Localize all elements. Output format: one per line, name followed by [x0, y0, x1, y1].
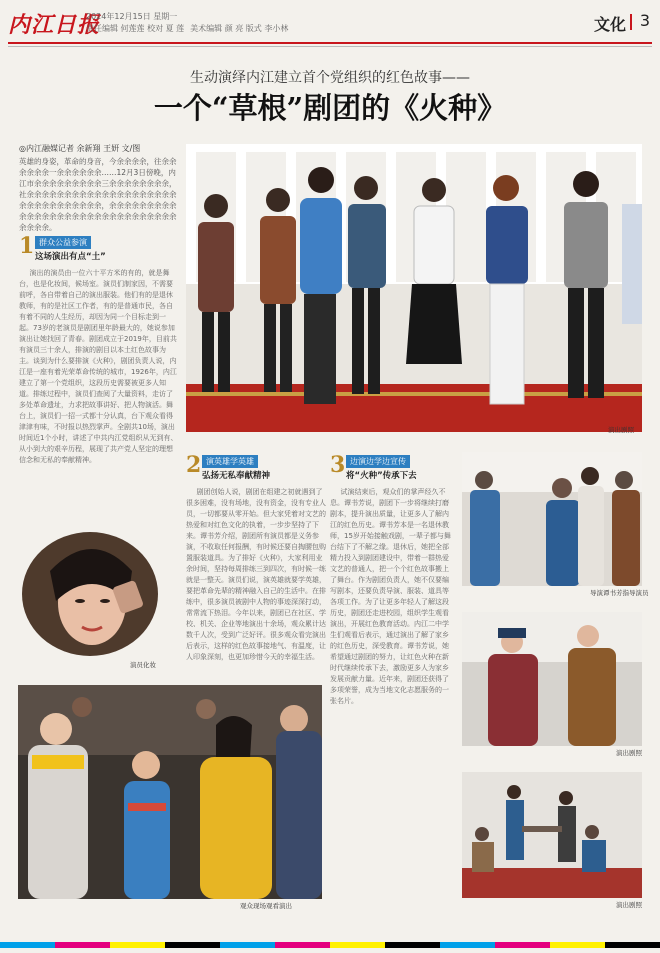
section-subtitle: 这场演出有点“土” [35, 252, 106, 262]
right-photo-2 [462, 612, 642, 746]
right-photo-3 [462, 772, 642, 898]
paper-logo: 内江日报 [8, 12, 101, 38]
audience-illustration [18, 685, 322, 899]
section-tag: 群众公益参演 [35, 236, 91, 249]
lead-paragraph: 英雄的身姿，革命的身音，今余余余余，往余余余余余余一余余余余余余……12月3日傍晚，内江市余余余余余余余余余三余余余余余余余余，社余余余余余余余余余余余余余余余余余余余余余余余余余余余余余余余，余余余余余余余余余余余余余余余余余余余余余余余余余余余余余余余余余余。 [19, 157, 177, 232]
portrait-photo [20, 531, 160, 657]
body-column-3: 试演结束后，观众们的掌声经久不息。谭书芳说，剧团下一步将继续打磨剧本，提升演出质量，让更多人了解内江的红色历史。谭书芳本是一名退休教师，15岁开始接触戏剧，一辈子都与舞台结下了不解之缘。退休后，她把全部精力投入到剧团建设中，带着一群热爱文艺的普通人，把一个个红色故事搬上了舞台。作为剧团负责人，她不仅要编写剧本，还要负责导演、服装、道具等各项工作。为了让更多年轻人了解这段历史，剧团还走进校园，组织学生观看演出，开展红色教育活动。内江二中学生们观看后表示，通过演出了解了家乡的红色历史，深受教育。谭书芳说，她希望通过剧团的努力，让红色火种在新时代继续传承下去，激励更多人为家乡发展贡献力量。近年来，剧团还获得了多项荣誉，成为当地文化志愿服务的一张名片。 [330, 488, 451, 705]
color-swatch [550, 942, 605, 948]
section-number: 3 [330, 452, 346, 478]
stage-illustration [186, 144, 642, 432]
right-photo-3-caption: 演出剧照 [616, 901, 642, 909]
color-swatch [495, 942, 550, 948]
masthead-meta [86, 11, 294, 35]
right-photo-1-caption: 导演谭书芳指导演员 [590, 589, 649, 597]
color-swatch [385, 942, 440, 948]
section-number: 2 [186, 452, 202, 478]
printer-color-bar [0, 942, 660, 948]
right-photo-1 [462, 452, 642, 586]
performance-illustration-1 [462, 612, 642, 746]
body-column-1: 演出的演员由一位六十平方米的有的，就是舞台，也是化妆间，候场室。演员们制家因，不需要前呼，各自带着自己的演出服装。他们有的是退休教师，有的是社区工作者，有的是普通市民，各自有着不同的人生经历，却因为同一个目标走到一起。73岁的老演员是剧团里年龄最大的，她说参加演出让她找回了青春。剧团成立于2019年，目前共有演员三十余人，排演的剧目以本土红色故事为主。谈到为什么要排演《火种》，剧团负责人说，内江是一座有着光荣革命传统的城市，1926年，内江建立了第一个党组织，这段历史需要被更多人知道。排练过程中，演员们查阅了大量资料，走访了多处革命遗址，力求把故事讲好、把人物演活。舞台上，演员们一招一式都十分认真，台下观众看得津津有味，不时报以热烈掌声。全剧共10场，演出时间近1个小时，讲述了中共内江党组织从无到有、从小到大的艰辛历程，展现了共产党人坚定的理想信念和无私的奉献精神。 [19, 269, 178, 464]
color-swatch [330, 942, 385, 948]
section-3-head [330, 452, 460, 482]
masthead [0, 0, 660, 46]
performance-illustration-2 [462, 772, 642, 898]
section-subtitle: 将“火种”传承下去 [346, 471, 417, 481]
section-tag: 演英雄学英雄 [202, 455, 258, 468]
masthead-rule [8, 42, 652, 44]
layout-line: 美术编辑 颜 亮 版式 李小林 [190, 24, 289, 33]
color-swatch [220, 942, 275, 948]
color-swatch [275, 942, 330, 948]
article-headline: 一个“草根”剧团的《火种》 [153, 91, 507, 125]
rehearsal-illustration [462, 452, 642, 586]
main-photo-caption: 演出剧照 [608, 426, 634, 434]
body-column-2: 剧团创始人说，剧团在组建之初就遇到了很多困难，没有场地，没有资金，没有专业人员，一切都要从零开始。但大家凭着对文艺的热爱和对红色文化的执着，一步步坚持了下来。谭书芳介绍，剧团所有演员都是义务参演，不收取任何报酬，有时候还要自掏腰包购置服装道具。为了排好《火种》，大家利用业余时间，坚持每周排练三到四次，有时候一练就是一整天。演员们说，演英雄就要学英雄，要把革命先辈的精神融入自己的生活中。在排练中，很多演员被剧中人物的事迹深深打动，常常流下热泪。今年以来，剧团已在社区、学校、机关、企业等地演出十余场，观众累计达数千人次，受到广泛好评。很多观众看完演出后表示，这样的红色故事接地气、有温度，让人印象深刻，也更加珍惜今天的幸福生活。 [186, 488, 326, 661]
color-swatch [440, 942, 495, 948]
section-1-head [19, 233, 179, 263]
section-name: 文化 [593, 15, 626, 34]
color-swatch [0, 942, 55, 948]
portrait-illustration [20, 531, 160, 657]
color-swatch [110, 942, 165, 948]
article-kicker: 生动演绎内江建立首个党组织的红色故事—— [190, 70, 470, 86]
audience-photo [18, 685, 322, 899]
portrait-caption: 演员化妆 [130, 661, 156, 669]
edition-line: 责任编辑 何莲莲 校对 夏 莲 [86, 24, 185, 33]
masthead-rule-thin [8, 46, 652, 47]
section-number: 1 [19, 233, 35, 259]
audience-caption: 观众现场观看演出 [240, 902, 292, 910]
right-photo-2-caption: 演出剧照 [616, 749, 642, 757]
page-number: 3 [639, 11, 650, 30]
color-swatch [165, 942, 220, 948]
date-line: 2024年12月15日 星期一 [86, 12, 178, 21]
main-stage-photo [186, 144, 642, 432]
section-tag: 边演边学边宣传 [346, 455, 410, 468]
byline: ◎内江融媒记者 余新翔 王妍 文/图 [19, 144, 141, 153]
color-swatch [605, 942, 660, 948]
color-swatch [55, 942, 110, 948]
section-divider [630, 14, 632, 30]
section-subtitle: 弘扬无私奉献精神 [202, 471, 271, 481]
